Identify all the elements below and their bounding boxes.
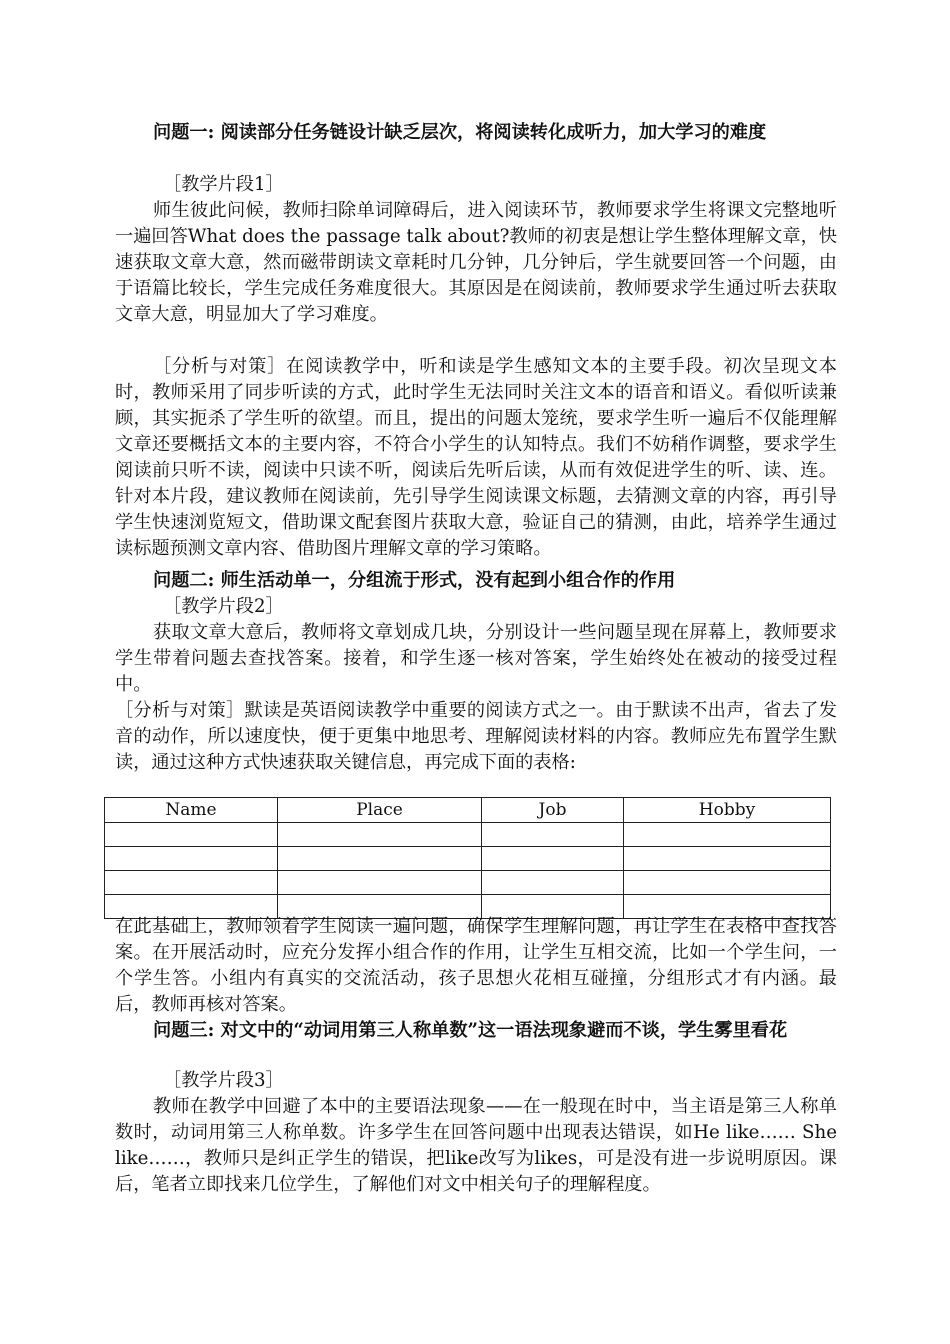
table-cell [624, 871, 831, 895]
segment-label-1: ［教学片段1］ [163, 174, 284, 195]
heading-problem-1: 问题一: 阅读部分任务链设计缺乏层次，将阅读转化成听力，加大学习的难度 [153, 122, 767, 143]
heading-problem-2: 问题二: 师生活动单一，分组流于形式，没有起到小组合作的作用 [153, 570, 676, 591]
table-cell [105, 847, 278, 871]
table-header-place: Place [278, 798, 482, 823]
table-cell [278, 847, 482, 871]
paragraph-segment-2: 获取文章大意后，教师将文章划成几块，分别设计一些问题呈现在屏幕上，教师要求学生带着问题去查找答案。接着，和学生逐一核对答案，学生始终处在被动的接受过程中。 [115, 622, 837, 695]
table-cell [105, 871, 278, 895]
table-cell [482, 847, 624, 871]
table-header-job: Job [482, 798, 624, 823]
table-header-row [105, 798, 831, 823]
table-row [105, 823, 831, 847]
segment-label-3: ［教学片段3］ [163, 1070, 284, 1091]
table-cell [278, 823, 482, 847]
table-row [105, 847, 831, 871]
heading-problem-3: 问题三: 对文中的“动词用第三人称单数”这一语法现象避而不谈，学生雾里看花 [153, 1020, 788, 1041]
paragraph-analysis-2: ［分析与对策］默读是英语阅读教学中重要的阅读方式之一。由于默读不出声，省去了发音的动作，所以速度快，便于更集中地思考、理解阅读材料的内容。教师应先布置学生默读，通过这种方式快速获取关键信息，再完成下面的表格: [115, 700, 837, 773]
table-cell [482, 823, 624, 847]
paragraph-segment-1: 师生彼此问候，教师扫除单词障碍后，进入阅读环节，教师要求学生将课文完整地听一遍回答What does the passage talk about?教师的初衷是想让学生整体理解文章，快速获取文章大意，然而磁带朗读文章耗时几分钟，几分钟后，学生就要回答一个问题，由于语篇比较长，学生完成任务难度很大。其原因是在阅读前，教师要求学生通过听去获取文章大意，明显加大了学习难度。 [115, 200, 837, 325]
table-cell [482, 871, 624, 895]
segment-label-2: ［教学片段2］ [163, 596, 284, 617]
table-cell [624, 847, 831, 871]
table-cell [105, 823, 278, 847]
table-row [105, 871, 831, 895]
paragraph-analysis-1: ［分析与对策］在阅读教学中，听和读是学生感知文本的主要手段。初次呈现文本时，教师采用了同步听读的方式，此时学生无法同时关注文本的语音和语义。看似听读兼顾，其实扼杀了学生听的欲望。而且，提出的问题太笼统，要求学生听一遍后不仅能理解文章还要概括文本的主要内容，不符合小学生的认知特点。我们不妨稍作调整，要求学生阅读前只听不读，阅读中只读不听，阅读后先听后读，从而有效促进学生的听、读、连。针对本片段，建议教师在阅读前，先引导学生阅读课文标题，去猜测文章的内容，再引导学生快速浏览短文，借助课文配套图片获取大意，验证自己的猜测，由此，培养学生通过读标题预测文章内容、借助图片理解文章的学习策略。 [115, 356, 837, 559]
table-cell [624, 823, 831, 847]
table-header-name: Name [105, 798, 278, 823]
info-table [104, 797, 831, 919]
table-header-hobby: Hobby [624, 798, 831, 823]
table-cell [278, 871, 482, 895]
paragraph-followup-2: 在此基础上，教师领着学生阅读一遍问题，确保学生理解问题，再让学生在表格中查找答案。在开展活动时，应充分发挥小组合作的作用，让学生互相交流，比如一个学生问，一个学生答。小组内有真实的交流活动，孩子思想火花相互碰撞，分组形式才有内涵。最后，教师再核对答案。 [115, 916, 837, 1015]
paragraph-segment-3: 教师在教学中回避了本中的主要语法现象——在一般现在时中，当主语是第三人称单数时，动词用第三人称单数。许多学生在回答问题中出现表达错误，如He like…… She like……，教师只是纠正学生的错误，把like改写为likes，可是没有进一步说明原因。课后，笔者立即找来几位学生，了解他们对文中相关句子的理解程度。 [115, 1096, 837, 1195]
